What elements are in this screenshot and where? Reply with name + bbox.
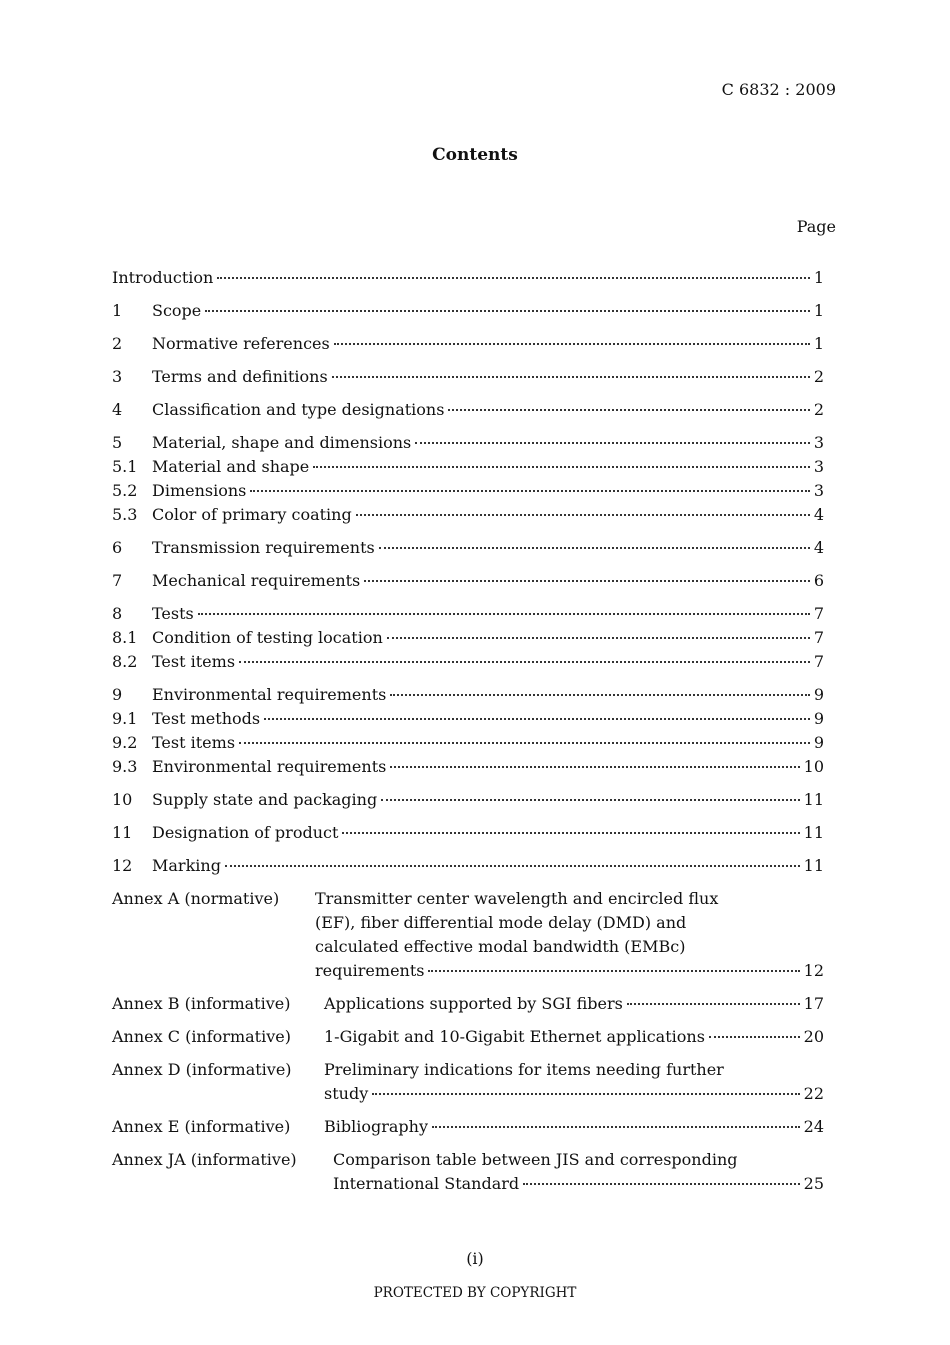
dot-leader [356,514,810,516]
toc-entry-page: 9 [813,709,824,728]
toc-entry-number: 12 [112,856,133,875]
dot-leader [379,547,810,549]
toc-entry-label: Marking [152,856,221,875]
toc-entry-label: Condition of testing location [152,628,383,647]
dot-leader [709,1036,800,1038]
toc-entry-number: 5 [112,433,123,452]
annex-page: 24 [803,1117,824,1136]
toc-entry-page: 1 [813,334,824,353]
annex-description [324,1115,824,1139]
toc-entry-number: 2 [112,334,123,353]
toc-entry-page: 11 [803,856,824,875]
toc-entry-number: 4 [112,400,123,419]
toc-entry[interactable] [112,707,824,731]
toc-entry-page: 9 [813,685,824,704]
dot-leader [198,613,810,615]
toc-entry-label: Material and shape [152,457,310,476]
annex-description [324,1025,824,1049]
toc-entry-page: 11 [803,790,824,809]
toc-entry-number: 6 [112,538,123,557]
toc-entry-label: Classification and type designations [152,400,445,419]
dot-leader [217,277,809,279]
toc-entry[interactable] [112,788,824,812]
dot-leader [364,580,810,582]
toc-entry[interactable] [112,683,824,707]
dot-leader [381,799,799,801]
annex-description [324,1058,824,1106]
dot-leader [415,442,810,444]
annex-description-line: Transmitter center wavelength and encircled flux [315,889,719,908]
toc-entry-number: 11 [112,823,133,842]
toc-entry-page: 4 [813,505,824,524]
toc-entry[interactable] [112,536,824,560]
dot-leader [342,832,799,834]
page-title: Contents [432,145,518,165]
toc-entry-label: Terms and definitions [152,367,328,386]
table-of-contents [112,266,824,1196]
annex-description-line: (EF), fiber differential mode delay (DMD) and [315,913,687,932]
toc-entry-page: 1 [813,268,824,287]
toc-entry-page: 1 [813,301,824,320]
dot-leader [432,1126,800,1128]
page-column-label: Page [796,217,836,236]
annex-final-label: Bibliography [324,1117,428,1136]
annex-final-label: study [324,1084,369,1103]
toc-entry-number: 5.1 [112,457,138,476]
annex-final-label: International Standard [333,1174,520,1193]
annex-final-line [324,1082,824,1106]
dot-leader [627,1003,800,1005]
annex-name: Annex B (informative) [112,994,291,1013]
annex-name: Annex E (informative) [112,1117,291,1136]
page-number: (i) [466,1249,484,1268]
toc-entry-label: Mechanical requirements [152,571,361,590]
copyright-notice: PROTECTED BY COPYRIGHT [373,1285,577,1301]
annex-entry[interactable] [112,1058,824,1106]
dot-leader [523,1183,799,1185]
toc-entry-label: Test items [152,733,236,752]
toc-entry-number: 9.3 [112,757,138,776]
dot-leader [250,490,809,492]
toc-entry-number: 8 [112,604,123,623]
toc-entry-label: Tests [152,604,194,623]
toc-entry-label: Normative references [152,334,330,353]
toc-entry-label: Scope [152,301,202,320]
dot-leader [264,718,810,720]
toc-entry-number: 9.2 [112,733,138,752]
toc-entry-number: 9.1 [112,709,138,728]
annex-description [333,1148,824,1196]
annex-page: 20 [803,1027,824,1046]
toc-entry-page: 3 [813,457,824,476]
dot-leader [428,970,799,972]
toc-entry[interactable] [112,266,824,290]
toc-entry-page: 2 [813,367,824,386]
toc-entry-label: Material, shape and dimensions [152,433,412,452]
toc-entry[interactable] [112,569,824,593]
toc-entry[interactable] [112,602,824,626]
toc-entry-label: Dimensions [152,481,247,500]
toc-entry-page: 6 [813,571,824,590]
dot-leader [387,637,810,639]
annex-final-line [315,959,824,983]
toc-entry[interactable] [112,854,824,878]
annex-page: 22 [803,1084,824,1103]
toc-entry-label: Designation of product [152,823,339,842]
dot-leader [239,742,810,744]
toc-entry-page: 7 [813,604,824,623]
dot-leader [390,766,799,768]
toc-entry-page: 4 [813,538,824,557]
toc-entry-label: Transmission requirements [152,538,375,557]
toc-entry-label: Supply state and packaging [152,790,378,809]
annex-page: 17 [803,994,824,1013]
dot-leader [239,661,810,663]
toc-entry[interactable] [112,299,824,323]
toc-entry[interactable] [112,503,824,527]
toc-entry[interactable] [112,650,824,674]
toc-entry-number: 1 [112,301,123,320]
dot-leader [225,865,800,867]
toc-entry[interactable] [112,479,824,503]
annex-description-line: Comparison table between JIS and corresponding [333,1150,738,1169]
toc-entry-page: 7 [813,628,824,647]
toc-entry-label: Environmental requirements [152,685,387,704]
toc-entry-label: Test methods [152,709,261,728]
dot-leader [448,409,809,411]
dot-leader [390,694,809,696]
dot-leader [313,466,810,468]
annex-final-label: 1-Gigabit and 10-Gigabit Ethernet applications [324,1027,705,1046]
dot-leader [334,343,810,345]
annex-final-line [324,1115,824,1139]
toc-entry-number: 7 [112,571,123,590]
toc-entry-label: Test items [152,652,236,671]
dot-leader [332,376,810,378]
annex-entry[interactable] [112,1148,824,1196]
toc-entry[interactable] [112,755,824,779]
toc-entry-number: 5.2 [112,481,138,500]
annex-description-line: Preliminary indications for items needing further [324,1060,724,1079]
toc-entry-number: 10 [112,790,133,809]
toc-entry-number: 3 [112,367,123,386]
annex-entry[interactable] [112,887,824,983]
annex-name: Annex JA (informative) [112,1150,297,1169]
annex-description [324,992,824,1016]
annex-final-label: Applications supported by SGI fibers [324,994,623,1013]
toc-entry[interactable] [112,365,824,389]
annex-entry[interactable] [112,992,824,1016]
annex-final-line [333,1172,824,1196]
annex-name: Annex C (informative) [112,1027,291,1046]
toc-entry-number: 8.2 [112,652,138,671]
toc-entry-page: 11 [803,823,824,842]
annex-page: 12 [803,961,824,980]
annex-description [315,887,824,983]
annex-name: Annex D (informative) [112,1060,292,1079]
dot-leader [372,1093,799,1095]
toc-entry[interactable] [112,626,824,650]
toc-entry-page: 9 [813,733,824,752]
annex-page: 25 [803,1174,824,1193]
toc-entry[interactable] [112,821,824,845]
toc-entry-label: Color of primary coating [152,505,352,524]
annex-entry[interactable] [112,1115,824,1139]
standard-id: C 6832 : 2009 [721,80,836,99]
toc-entry[interactable] [112,431,824,455]
toc-entry-page: 2 [813,400,824,419]
toc-entry-number: 5.3 [112,505,138,524]
toc-entry-page: 10 [803,757,824,776]
toc-entry-label: Environmental requirements [152,757,387,776]
toc-entry[interactable] [112,731,824,755]
annex-description-line: calculated effective modal bandwidth (EMBc) [315,937,686,956]
toc-entry-page: 3 [813,481,824,500]
annex-final-line [324,1025,824,1049]
toc-entry[interactable] [112,398,824,422]
annex-final-label: requirements [315,961,425,980]
toc-entry[interactable] [112,455,824,479]
toc-entry[interactable] [112,332,824,356]
toc-entry-label: Introduction [112,268,214,287]
annex-final-line [324,992,824,1016]
toc-entry-number: 9 [112,685,123,704]
annex-name: Annex A (normative) [112,889,280,908]
toc-entry-page: 7 [813,652,824,671]
toc-entry-page: 3 [813,433,824,452]
toc-entry-number: 8.1 [112,628,138,647]
dot-leader [205,310,810,312]
annex-entry[interactable] [112,1025,824,1049]
